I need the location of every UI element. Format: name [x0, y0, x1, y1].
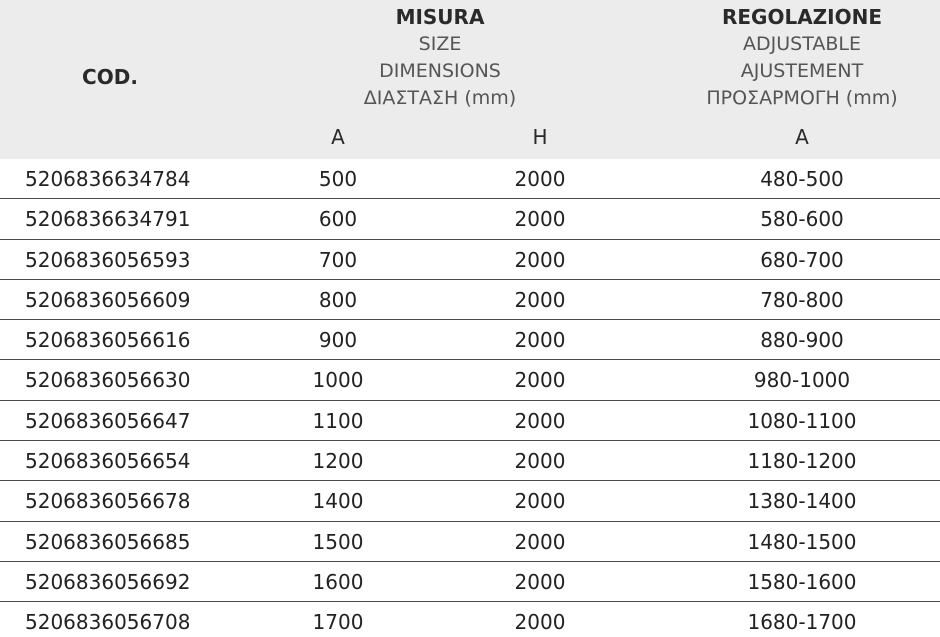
- range-cell: 980-1000: [753, 368, 851, 393]
- subheader-h: H: [532, 125, 548, 149]
- table-row: [0, 360, 940, 400]
- range-cell: 480-500: [760, 167, 844, 191]
- code-cell: 5206836056630: [25, 368, 191, 393]
- h-cell: 2000: [514, 610, 566, 635]
- a-cell: 900: [318, 328, 358, 353]
- a-cell: 600: [318, 207, 358, 232]
- h-cell: 2000: [514, 247, 566, 272]
- code-cell: 5206836056616: [25, 328, 191, 353]
- code-cell: 5206836056708: [25, 610, 191, 635]
- table-header: [0, 0, 940, 159]
- code-cell: 5206836056654: [25, 449, 191, 474]
- misura-line: DIMENSIONS: [379, 60, 501, 82]
- misura-line: SIZE: [418, 33, 462, 55]
- h-cell: 2000: [514, 328, 566, 353]
- regolazione-line: ΠΡΟΣΑΡΜΟΓΗ (mm): [706, 87, 898, 109]
- a-cell: 1600: [312, 569, 364, 594]
- code-cell: 5206836056685: [25, 529, 191, 554]
- a-cell: 1000: [312, 368, 364, 393]
- h-cell: 2000: [514, 569, 566, 594]
- a-cell: 1500: [312, 529, 364, 554]
- table-row: [0, 280, 940, 320]
- range-cell: 1380-1400: [747, 489, 857, 514]
- a-cell: 800: [318, 287, 358, 312]
- code-cell: 5206836634791: [25, 207, 191, 232]
- range-cell: 880-900: [760, 328, 844, 353]
- table-row: [0, 441, 940, 481]
- h-cell: 2000: [514, 287, 566, 312]
- subheader-adjust-a: A: [795, 125, 809, 149]
- range-cell: 580-600: [760, 207, 844, 232]
- h-cell: 2000: [514, 408, 566, 433]
- table-row: [0, 562, 940, 602]
- range-cell: 1580-1600: [747, 569, 857, 594]
- code-cell: 5206836056678: [25, 489, 191, 514]
- misura-column-header: [260, 4, 620, 112]
- h-cell: 2000: [514, 449, 566, 474]
- range-cell: 1180-1200: [747, 449, 857, 474]
- a-cell: 500: [318, 167, 358, 191]
- range-cell: 1680-1700: [747, 610, 857, 635]
- cod-column-header: COD.: [82, 65, 138, 89]
- h-cell: 2000: [514, 368, 566, 393]
- a-cell: 1100: [312, 408, 364, 433]
- regolazione-title: REGOLAZIONE: [721, 5, 883, 29]
- subheader-a: A: [331, 125, 345, 149]
- regolazione-line: AJUSTEMENT: [740, 60, 864, 82]
- table-row: [0, 401, 940, 441]
- misura-title: MISURA: [395, 5, 485, 29]
- a-cell: 1200: [312, 449, 364, 474]
- table-row: [0, 199, 940, 239]
- misura-line: ΔΙΑΣΤΑΣΗ (mm): [363, 87, 517, 109]
- range-cell: 1480-1500: [747, 529, 857, 554]
- table-row: [0, 240, 940, 280]
- range-cell: 680-700: [760, 247, 844, 272]
- a-cell: 1400: [312, 489, 364, 514]
- table-body: [0, 159, 940, 637]
- code-cell: 5206836634784: [25, 167, 191, 191]
- h-cell: 2000: [514, 167, 566, 191]
- h-cell: 2000: [514, 489, 566, 514]
- code-cell: 5206836056609: [25, 287, 191, 312]
- a-cell: 700: [318, 247, 358, 272]
- regolazione-line: ADJUSTABLE: [743, 33, 861, 55]
- table-row: [0, 481, 940, 521]
- h-cell: 2000: [514, 529, 566, 554]
- h-cell: 2000: [514, 207, 566, 232]
- code-cell: 5206836056647: [25, 408, 191, 433]
- code-cell: 5206836056692: [25, 569, 191, 594]
- range-cell: 780-800: [760, 287, 844, 312]
- table-row: [0, 320, 940, 360]
- a-cell: 1700: [312, 610, 364, 635]
- table-row: [0, 522, 940, 562]
- table-row: [0, 159, 940, 199]
- range-cell: 1080-1100: [747, 408, 857, 433]
- table-row: [0, 602, 940, 637]
- code-cell: 5206836056593: [25, 247, 191, 272]
- regolazione-column-header: [622, 4, 940, 112]
